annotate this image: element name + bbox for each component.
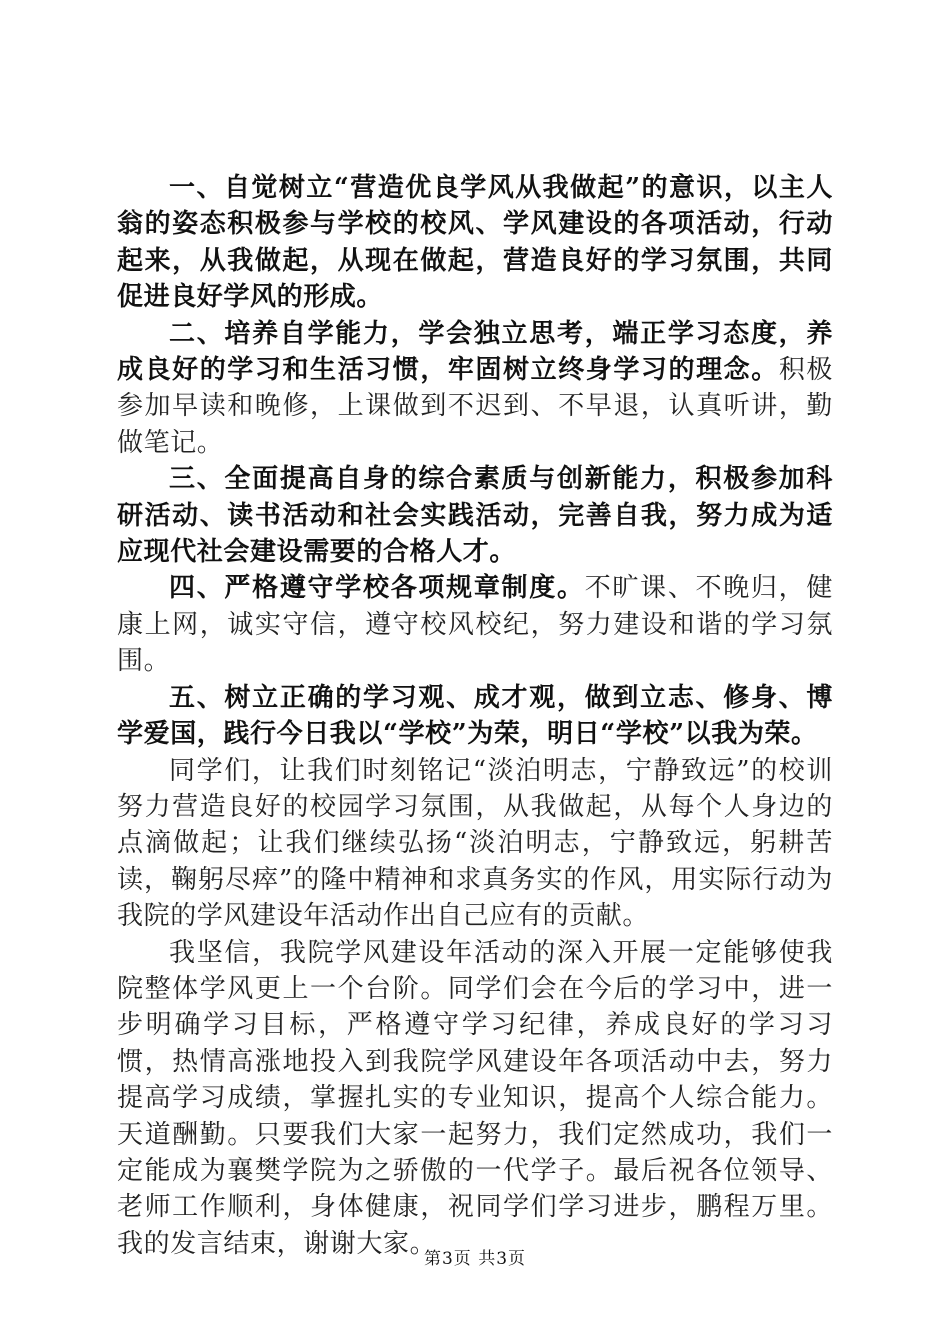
document-body [117,170,833,1262]
paragraph-4-text: 不旷课、不晚归，健康上网，诚实守信，遵守校风校纪，努力建设和谐的学习氛围。 [117,573,833,677]
paragraph-7-text: 我坚信，我院学风建设年活动的深入开展一定能够使我院整体学风更上一个台阶。同学们会在今后的学习中，进一步明确学习目标，严格遵守学习纪律，养成良好的学习习惯，热情高涨地投入到我院学风建设年各项活动中去，努力提高学习成绩，掌握扎实的专业知识，提高个人综合能力。天道酬勤。只要我们大家一起努力，我们定然成功，我们一定能成为襄樊学院为之骄傲的一代学子。最后祝各位领导、老师工作顺利，身体健康，祝同学们学习进步，鹏程万里。我的发言结束，谢谢大家。 [117,937,833,1259]
paragraph-4-bold: 四、严格遵守学校各项规章制度。 [169,573,585,604]
paragraph-3 [117,461,833,570]
paragraph-6-text: 同学们，让我们时刻铭记“淡泊明志，宁静致远”的校训努力营造良好的校园学习氛围，从我做起，从每个人身边的点滴做起；让我们继续弘扬“淡泊明志，宁静致远，躬耕苦读，鞠躬尽瘁”的隆中精神和求真务实的作风，用实际行动为我院的学风建设年活动作出自己应有的贡献。 [117,755,833,932]
paragraph-1-bold: 一、自觉树立“营造优良学风从我做起”的意识，以主人翁的姿态积极参与学校的校风、学风建设的各项活动，行动起来，从我做起，从现在做起，营造良好的学习氛围，共同促进良好学风的形成。 [117,173,833,313]
paragraph-4 [117,570,833,679]
page-footer [0,1244,950,1269]
paragraph-5-bold: 五、树立正确的学习观、成才观，做到立志、修身、博学爱国，践行今日我以“学校”为荣，明日“学校”以我为荣。 [117,682,833,750]
paragraph-5 [117,680,833,753]
paragraph-6 [117,753,833,935]
paragraph-2-bold: 二、培养自学能力，学会独立思考，端正学习态度，养成良好的学习和生活习惯，牢固树立终身学习的理念。 [117,318,833,386]
page-number-label: 第3页 共3页 [423,1249,527,1269]
paragraph-3-bold: 三、全面提高自身的综合素质与创新能力，积极参加科研活动、读书活动和社会实践活动，完善自我，努力成为适应现代社会建设需要的合格人才。 [117,464,833,568]
paragraph-2-text: 积极参加早读和晚修，上课做到不迟到、不早退，认真听讲，勤做笔记。 [117,355,834,458]
paragraph-1 [117,170,833,316]
paragraph-2 [117,316,833,462]
paragraph-7 [117,935,833,1263]
